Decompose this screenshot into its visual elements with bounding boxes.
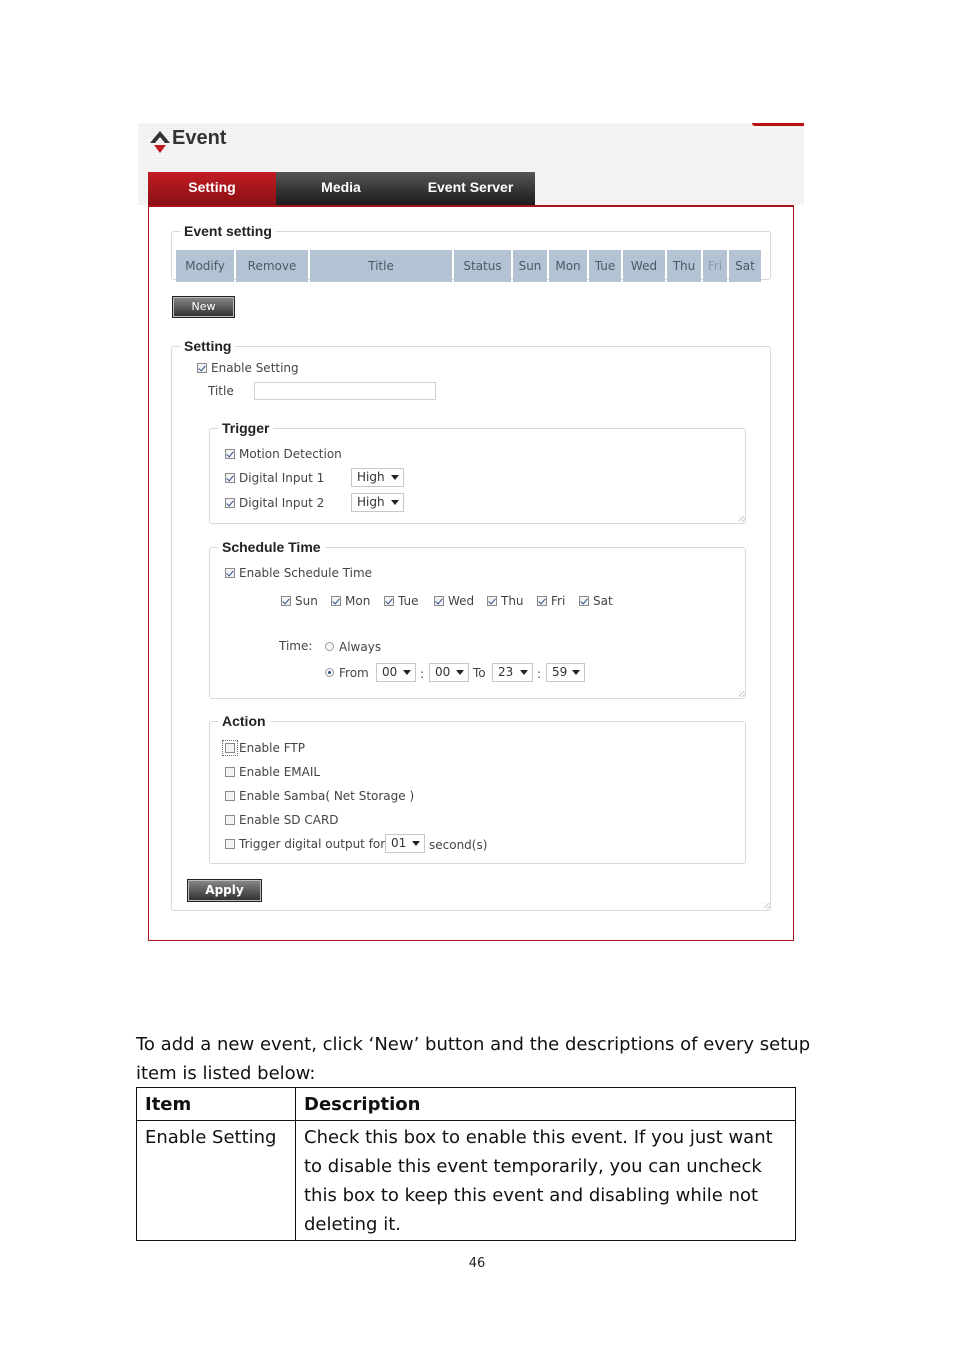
from-minute-value: 00	[435, 665, 451, 679]
enable-setting-checkbox[interactable]	[197, 363, 207, 373]
header-accent	[752, 123, 804, 126]
enable-email-label: Enable EMAIL	[239, 765, 321, 779]
header-item: Item	[137, 1088, 296, 1121]
to-hour-value: 23	[498, 665, 514, 679]
table-header-row	[137, 1088, 796, 1121]
enable-sd-card-checkbox[interactable]	[225, 815, 235, 825]
column-tue: Tue	[589, 250, 621, 282]
chevron-down-icon	[391, 500, 399, 505]
digital-input-2-level-select[interactable]	[351, 493, 404, 512]
day-mon-label: Mon	[345, 594, 371, 608]
chevron-down-icon	[520, 670, 528, 675]
trigger-resize-handle[interactable]	[739, 516, 745, 522]
to-colon: :	[537, 667, 542, 681]
chevron-down-icon	[572, 670, 580, 675]
enable-schedule-label: Enable Schedule Time	[239, 566, 373, 580]
column-sun: Sun	[513, 250, 547, 282]
table-row	[137, 1121, 796, 1241]
enable-sd-card-row	[225, 812, 339, 828]
schedule-resize-handle[interactable]	[739, 691, 745, 697]
trigger-output-seconds-select[interactable]	[385, 834, 425, 853]
event-screenshot	[138, 123, 804, 943]
action-legend: Action	[222, 713, 266, 729]
column-title: Title	[310, 250, 452, 282]
day-thu	[487, 593, 524, 609]
event-list-header	[176, 250, 763, 282]
tab-bar	[148, 172, 535, 205]
enable-schedule-checkbox[interactable]	[225, 568, 235, 578]
day-tue-label: Tue	[398, 594, 419, 608]
day-wed-checkbox[interactable]	[434, 596, 444, 606]
from-hour-value: 00	[382, 665, 398, 679]
from-colon: :	[420, 667, 425, 681]
day-wed	[434, 593, 474, 609]
time-label: Time:	[279, 639, 313, 653]
from-label: From	[339, 666, 369, 680]
day-sun-checkbox[interactable]	[281, 596, 291, 606]
enable-ftp-checkbox[interactable]	[225, 743, 235, 753]
column-modify: Modify	[176, 250, 234, 282]
setting-resize-handle[interactable]	[764, 903, 770, 909]
intro-paragraph: To add a new event, click ‘New’ button and the descriptions of every setup item is listed below:	[136, 1034, 811, 1084]
column-sat: Sat	[729, 250, 761, 282]
row-description: Check this box to enable this event. If you just want to disable this event temporarily, you can uncheck this box to keep this event and disabling while not deleting it.	[296, 1121, 796, 1241]
day-sun-label: Sun	[295, 594, 318, 608]
enable-samba-checkbox[interactable]	[225, 791, 235, 801]
column-mon: Mon	[549, 250, 587, 282]
motion-detection-row	[225, 446, 342, 462]
trigger-legend: Trigger	[222, 420, 270, 436]
enable-email-row	[225, 764, 320, 780]
column-fri: Fri	[703, 250, 727, 282]
trigger-output-row	[225, 836, 385, 852]
from-minute-select[interactable]	[429, 663, 469, 682]
app-header	[138, 123, 804, 205]
day-tue	[384, 593, 419, 609]
schedule-time-legend: Schedule Time	[222, 539, 321, 555]
day-mon	[331, 593, 370, 609]
digital-input-2-label: Digital Input 2	[239, 496, 325, 510]
tab-media[interactable]: Media	[276, 172, 406, 205]
motion-detection-label: Motion Detection	[239, 447, 342, 461]
column-wed: Wed	[623, 250, 665, 282]
from-radio[interactable]	[325, 668, 334, 677]
event-setting-legend: Event setting	[184, 223, 272, 239]
to-minute-select[interactable]	[546, 663, 585, 682]
always-label: Always	[339, 640, 382, 654]
day-fri-checkbox[interactable]	[537, 596, 547, 606]
digital-input-1-level-value: High	[357, 470, 385, 484]
day-thu-checkbox[interactable]	[487, 596, 497, 606]
to-hour-select[interactable]	[492, 663, 533, 682]
event-setting-group	[171, 223, 771, 280]
day-wed-label: Wed	[448, 594, 475, 608]
chevron-down-icon	[403, 670, 411, 675]
motion-detection-checkbox[interactable]	[225, 449, 235, 459]
apply-button[interactable]: Apply	[187, 879, 262, 902]
day-sat-label: Sat	[593, 594, 613, 608]
app-title: Event	[172, 127, 227, 149]
setting-panel	[148, 205, 794, 941]
digital-input-1-level-select[interactable]	[351, 468, 404, 487]
from-option	[325, 665, 369, 681]
page-number: 46	[468, 1256, 486, 1271]
enable-setting-row	[197, 360, 299, 376]
tab-setting[interactable]: Setting	[148, 172, 276, 205]
day-thu-label: Thu	[501, 594, 524, 608]
digital-input-1-row	[225, 470, 324, 486]
enable-ftp-label: Enable FTP	[239, 741, 305, 755]
enable-sd-card-label: Enable SD CARD	[239, 813, 339, 827]
enable-ftp-row	[225, 740, 305, 756]
trigger-output-unit: second(s)	[429, 838, 488, 852]
chevron-down-icon	[412, 841, 420, 846]
header-description: Description	[296, 1088, 796, 1121]
row-item: Enable Setting	[137, 1121, 296, 1241]
to-minute-value: 59	[552, 665, 568, 679]
day-sat-checkbox[interactable]	[579, 596, 589, 606]
enable-email-checkbox[interactable]	[225, 767, 235, 777]
enable-setting-label: Enable Setting	[211, 361, 299, 375]
chevron-down-icon	[456, 670, 464, 675]
day-fri-label: Fri	[551, 594, 566, 608]
tab-event-server[interactable]: Event Server	[406, 172, 535, 205]
column-thu: Thu	[667, 250, 701, 282]
digital-input-2-level-value: High	[357, 495, 385, 509]
day-sun	[281, 593, 318, 609]
trigger-output-label: Trigger digital output for	[239, 837, 386, 851]
to-label: To	[473, 666, 486, 680]
setting-legend: Setting	[184, 338, 232, 354]
column-remove: Remove	[236, 250, 308, 282]
trigger-output-seconds-value: 01	[391, 836, 407, 850]
title-input[interactable]	[254, 382, 436, 400]
digital-input-1-checkbox[interactable]	[225, 473, 235, 483]
day-sat	[579, 593, 613, 609]
new-button[interactable]: New	[172, 296, 235, 318]
always-option	[325, 639, 381, 655]
enable-schedule-row	[225, 565, 372, 581]
enable-samba-row	[225, 788, 414, 804]
always-radio[interactable]	[325, 642, 334, 651]
column-status: Status	[454, 250, 511, 282]
brand-logo-icon	[148, 129, 172, 155]
digital-input-2-row	[225, 495, 324, 511]
digital-input-2-checkbox[interactable]	[225, 498, 235, 508]
chevron-down-icon	[391, 475, 399, 480]
title-label: Title	[208, 384, 234, 398]
day-mon-checkbox[interactable]	[331, 596, 341, 606]
day-tue-checkbox[interactable]	[384, 596, 394, 606]
description-table	[136, 1087, 796, 1241]
enable-samba-label: Enable Samba( Net Storage )	[239, 789, 415, 803]
from-hour-select[interactable]	[376, 663, 416, 682]
digital-input-1-label: Digital Input 1	[239, 471, 325, 485]
day-fri	[537, 593, 565, 609]
trigger-output-checkbox[interactable]	[225, 839, 235, 849]
